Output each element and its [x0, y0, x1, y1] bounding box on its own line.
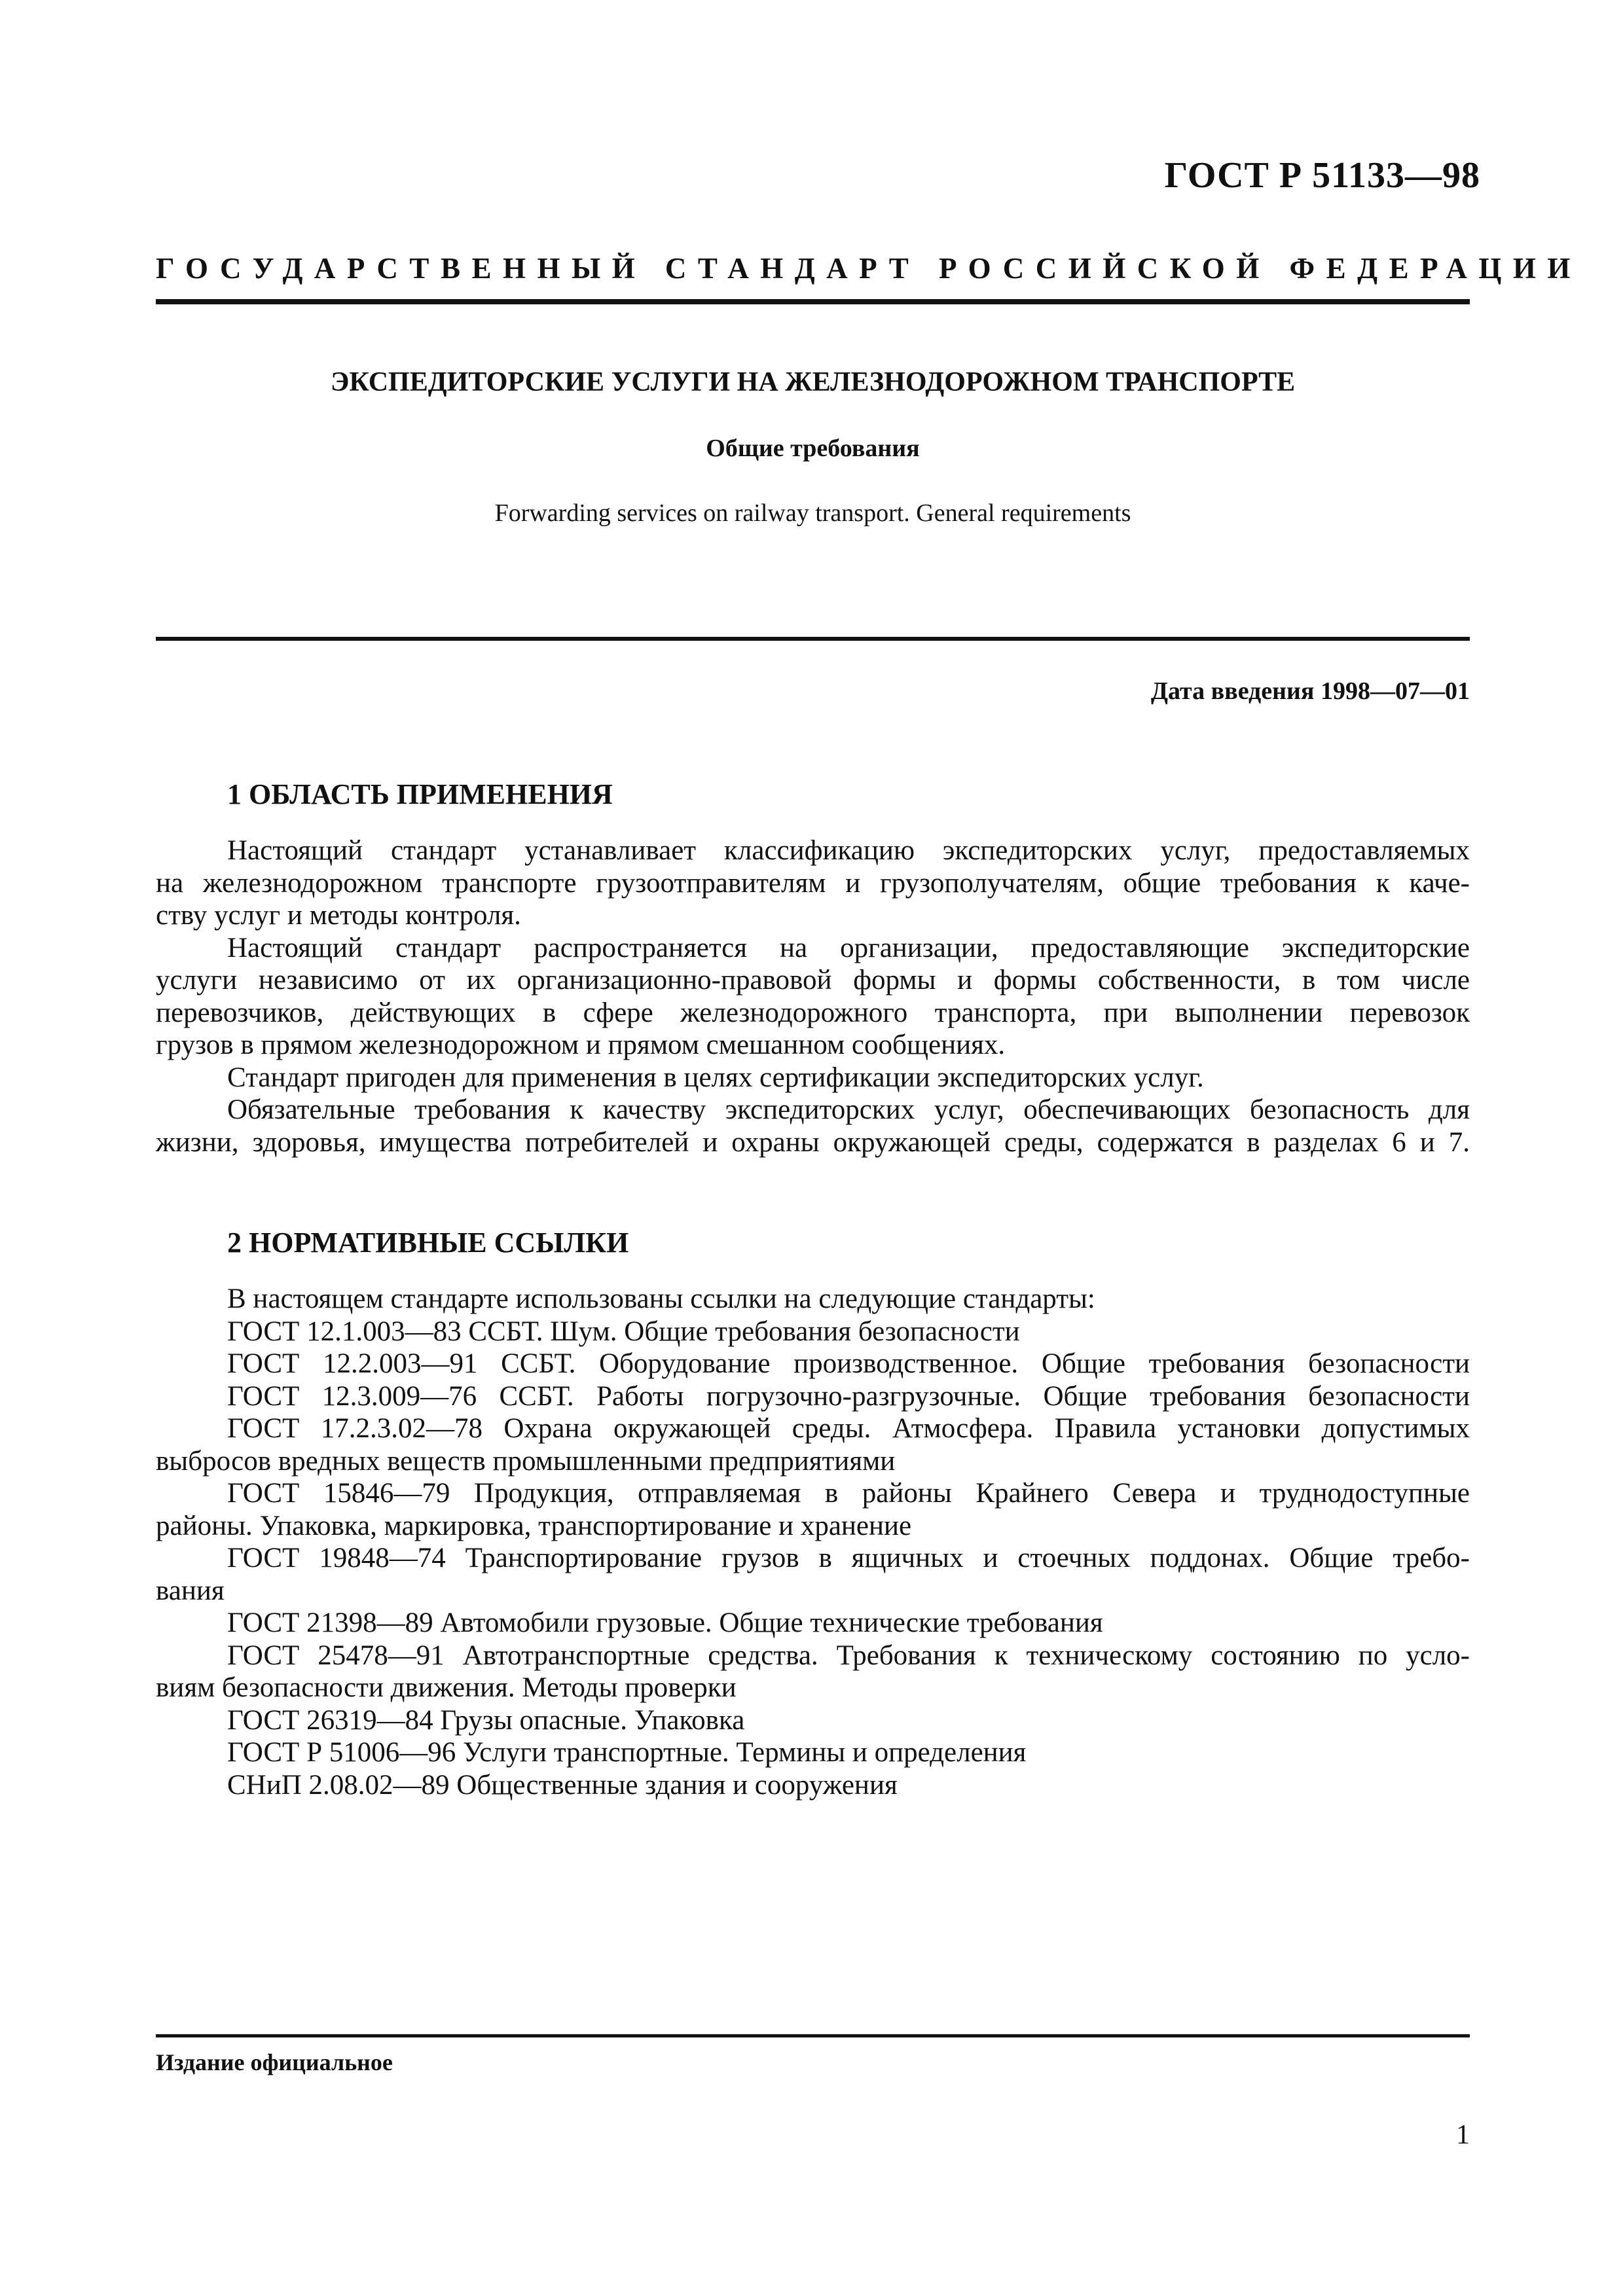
section-1-body — [156, 834, 1470, 1158]
section-1-line: Настоящий стандарт распространяется на организации, предоставляющие экспедиторские — [227, 932, 1470, 963]
reference-line: выбросов вредных веществ промышленными предприятиями — [156, 1445, 896, 1477]
english-title: Forwarding services on railway transport. General requirements — [494, 499, 1131, 527]
reference-line: районы. Упаковка, маркировка, транспортирование и хранение — [156, 1510, 912, 1541]
document-subtitle: Общие требования — [706, 435, 920, 462]
reference-line: ГОСТ Р 51006—96 Услуги транспортные. Термины и определения — [227, 1737, 1027, 1768]
section-1-line: Обязательные требования к качеству экспедиторских услуг, обеспечивающих безопасность для — [227, 1094, 1470, 1125]
reference-line: вания — [156, 1575, 225, 1606]
section-1-line: на железнодорожном транспорте грузоотправителям и грузополучателям, общие требования к каче- — [156, 867, 1470, 899]
section-1-line: Настоящий стандарт устанавливает классификацию экспедиторских услуг, предоставляемых — [227, 835, 1470, 866]
reference-line: ГОСТ 12.1.003—83 ССБТ. Шум. Общие требования безопасности — [227, 1316, 1020, 1347]
section-2-heading: 2 НОРМАТИВНЫЕ ССЫЛКИ — [227, 1227, 629, 1259]
reference-line: ГОСТ 12.2.003—91 ССБТ. Оборудование производственное. Общие требования безопасности — [227, 1348, 1470, 1379]
section-1-line: грузов в прямом железнодорожном и прямом смешанном сообщениях. — [156, 1030, 1006, 1060]
section-1-line: услуги независимо от их организационно-правовой формы и формы собственности, в том числе — [156, 965, 1470, 996]
reference-line: СНиП 2.08.02—89 Общественные здания и сооружения — [227, 1769, 898, 1801]
document-title: ЭКСПЕДИТОРСКИЕ УСЛУГИ НА ЖЕЛЕЗНОДОРОЖНОМ ТРАНСПОРТЕ — [330, 367, 1296, 397]
page-number: 1 — [1456, 2120, 1470, 2150]
section-2-body — [156, 1283, 1470, 1801]
reference-line: ГОСТ 19848—74 Транспортирование грузов в ящичных и стоечных поддонах. Общие требо- — [227, 1543, 1470, 1573]
section-1-line: перевозчиков, действующих в сфере железнодорожного транспорта, при выполнении перевозок — [156, 997, 1470, 1028]
section-1-heading: 1 ОБЛАСТЬ ПРИМЕНЕНИЯ — [227, 778, 613, 810]
state-standard-title: ГОСУДАРСТВЕННЫЙ СТАНДАРТ РОССИЙСКОЙ ФЕДЕРАЦИИ — [156, 252, 1582, 285]
reference-line: ГОСТ 25478—91 Автотранспортные средства. Требования к техническому состоянию по усло- — [227, 1640, 1470, 1671]
reference-line: виям безопасности движения. Методы проверки — [156, 1672, 737, 1703]
reference-line: ГОСТ 21398—89 Автомобили грузовые. Общие технические требования — [227, 1607, 1103, 1638]
reference-line: ГОСТ 15846—79 Продукция, отправляемая в районы Крайнего Севера и труднодоступные — [227, 1478, 1470, 1509]
reference-line: ГОСТ 12.3.009—76 ССБТ. Работы погрузочно-разгрузочные. Общие требования безопасности — [227, 1380, 1470, 1412]
reference-line: В настоящем стандарте использованы ссылки на следующие стандарты: — [227, 1283, 1095, 1314]
edition-label: Издание официальное — [156, 2049, 393, 2075]
section-1-line: жизни, здоровья, имущества потребителей и охраны окружающей среды, содержатся в разделах 6 и 7. — [156, 1126, 1470, 1158]
footer-rule — [156, 2034, 1470, 2037]
reference-line: ГОСТ 26319—84 Грузы опасные. Упаковка — [227, 1704, 745, 1736]
doc-number: ГОСТ Р 51133—98 — [1164, 155, 1480, 196]
section-1-line: ству услуг и методы контроля. — [156, 900, 521, 931]
reference-line: ГОСТ 17.2.3.02—78 Охрана окружающей среды. Атмосфера. Правила установки допустимых — [227, 1413, 1470, 1444]
title-rule — [156, 637, 1470, 641]
intro-date: Дата введения 1998—07—01 — [1150, 677, 1470, 705]
header-rule — [156, 299, 1470, 304]
section-1-line: Стандарт пригоден для применения в целях сертификации экспедиторских услуг. — [227, 1062, 1204, 1093]
